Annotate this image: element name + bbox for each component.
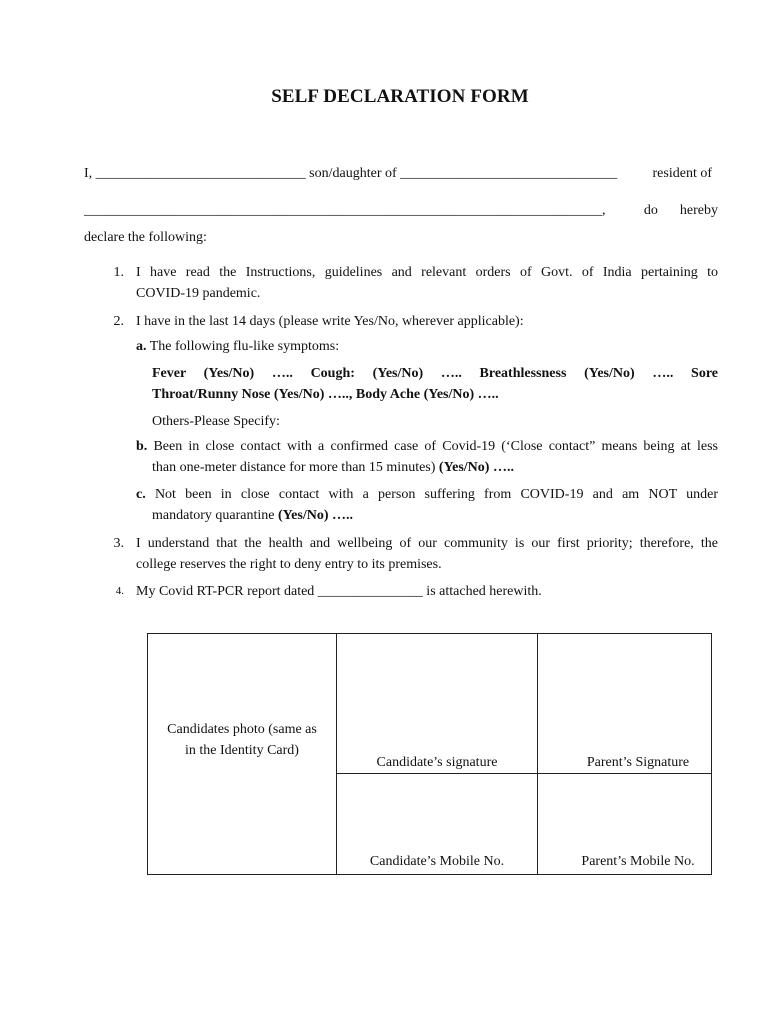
- intro-resident-of: resident of: [652, 166, 712, 181]
- table-divider: [537, 634, 538, 874]
- declaration-item-3: [106, 533, 718, 575]
- declaration-item-2: [106, 311, 718, 332]
- others-specify: Others-Please Specify:: [152, 414, 280, 429]
- item-text: [136, 262, 718, 304]
- sub-item-b-yes-no: (Yes/No) …..: [438, 460, 514, 475]
- table-row-divider: [337, 773, 711, 774]
- declaration-item-1: [106, 262, 718, 304]
- sub-item-b-line-2: than one-meter distance for more than 15 minutes): [152, 460, 436, 475]
- item-1-line-1: I have read the Instructions, guidelines and relevant orders of Govt. of India pertaining to: [136, 265, 718, 280]
- item-3-line-1: I understand that the health and wellbeing of our community is our first priority; therefore, the: [136, 536, 718, 551]
- intro-line-2: __________________________________________________________________________,: [84, 203, 606, 218]
- sub-item-a-text: The following flu-like symptoms:: [149, 339, 340, 354]
- declaration-item-4: [106, 581, 718, 602]
- symptoms-list: [136, 363, 718, 405]
- form-title: SELF DECLARATION FORM: [271, 86, 529, 107]
- candidate-mobile-cell: Candidate’s Mobile No.: [369, 854, 505, 869]
- sub-item-b: [136, 436, 718, 478]
- sub-item-c: [136, 484, 718, 526]
- intro-hereby: hereby: [679, 203, 718, 218]
- table-divider: [336, 634, 337, 874]
- symptoms-line-2: Throat/Runny Nose (Yes/No) ….., Body Ache (Yes/No) …..: [152, 387, 499, 402]
- intro-do: do: [643, 203, 658, 218]
- item-3-line-2: college reserves the right to deny entry to its premises.: [136, 557, 442, 572]
- sub-item-b-line-1: Been in close contact with a confirmed case of Covid-19 (‘Close contact” means being at less: [153, 439, 718, 454]
- item-number: 3.: [113, 536, 124, 551]
- photo-cell: [148, 719, 336, 761]
- sub-item-a: [136, 336, 718, 357]
- parent-mobile-cell: Parent’s Mobile No.: [581, 854, 695, 869]
- item-4-text: My Covid RT-PCR report dated _______________ is attached herewith.: [136, 584, 542, 599]
- parent-signature-cell: Parent’s Signature: [586, 755, 690, 770]
- sub-item-c-line-1: Not been in close contact with a person suffering from COVID-19 and am NOT under: [154, 487, 719, 502]
- signature-table: [147, 633, 712, 875]
- intro-line-3: declare the following:: [84, 230, 207, 245]
- intro-line-1: I, ______________________________ son/daughter of _______________________________: [84, 166, 618, 181]
- item-2-text: I have in the last 14 days (please write Yes/No, wherever applicable):: [136, 314, 524, 329]
- item-1-line-2: COVID-19 pandemic.: [136, 286, 261, 301]
- sub-item-label: a.: [136, 339, 147, 354]
- item-text: [136, 533, 718, 575]
- intro-do-hereby: [644, 203, 718, 219]
- sub-item-label: c.: [136, 487, 146, 502]
- item-number: 1.: [113, 265, 124, 280]
- item-number: 4.: [115, 585, 124, 597]
- sub-item-label: b.: [136, 439, 148, 454]
- symptoms-line-1: Fever (Yes/No) ….. Cough: (Yes/No) ….. Breathlessness (Yes/No) ….. Sore: [152, 366, 718, 381]
- sub-item-c-line-2: mandatory quarantine: [152, 508, 275, 523]
- photo-label-line-2: in the Identity Card): [185, 743, 299, 758]
- sub-item-c-yes-no: (Yes/No) …..: [277, 508, 353, 523]
- candidate-signature-cell: Candidate’s signature: [376, 755, 498, 770]
- item-number: 2.: [113, 314, 124, 329]
- photo-label-line-1: Candidates photo (same as: [167, 722, 317, 737]
